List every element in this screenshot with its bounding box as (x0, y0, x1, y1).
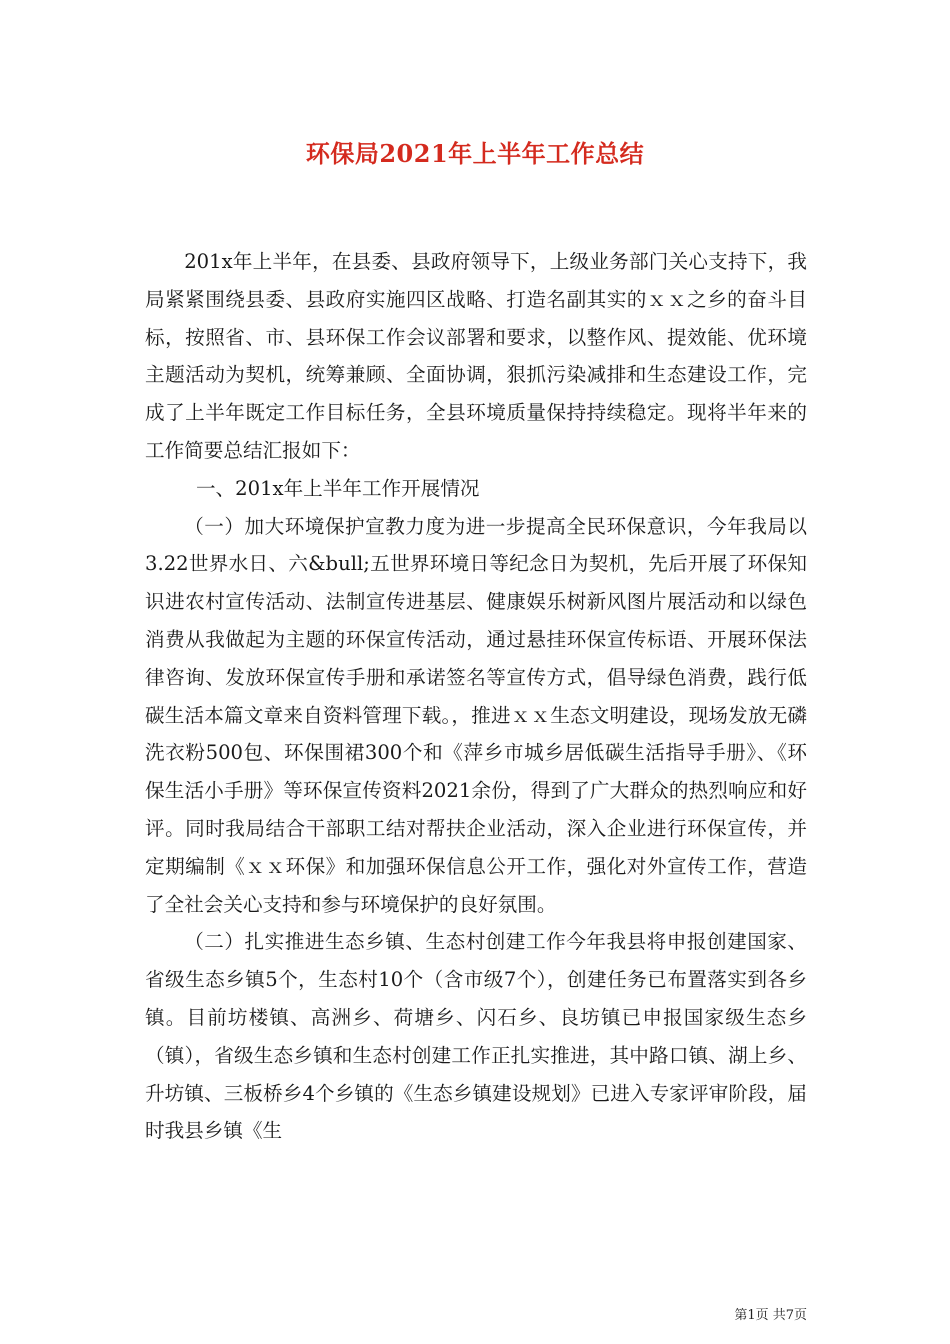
section-heading: 一、201x年上半年工作开展情况 (195, 476, 480, 500)
intro-paragraph: 201x年上半年，在县委、县政府领导下，上级业务部门关心支持下，我局紧紧围绕县委、县政府实施四区战略、打造名副其实的ｘｘ之乡的奋斗目标，按照省、市、县环保工作会议部署和要求，以整作风、提效能、优环境主题活动为契机，统筹兼顾、全面协调，狠抓污染减排和生态建设工作，完成了上半年既定工作目标任务，全县环境质量保持持续稳定。现将半年来的工作简要总结汇报如下： (145, 250, 807, 462)
page-number: 第1页 共7页 (734, 1308, 807, 1323)
document-body (145, 243, 807, 1150)
page-title: 环保局2021年上半年工作总结 (305, 139, 645, 168)
paragraph-eco-towns: （二）扎实推进生态乡镇、生态村创建工作今年我县将申报创建国家、省级生态乡镇5个，生态村10个（含市级7个），创建任务已布置落实到各乡镇。目前坊楼镇、高洲乡、荷塘乡、闪石乡、良坊镇已申报国家级生态乡（镇），省级生态乡镇和生态村创建工作正扎实推进，其中路口镇、湖上乡、升坊镇、三板桥乡4个乡镇的《生态乡镇建设规划》已进入专家评审阶段，届时我县乡镇《生 (145, 930, 807, 1143)
paragraph-publicity: （一）加大环境保护宣教力度为进一步提高全民环保意识，今年我局以3.22世界水日、六&bull;五世界环境日等纪念日为契机，先后开展了环保知识进农村宣传活动、法制宣传进基层、健康娱乐树新风图片展活动和以绿色消费从我做起为主题的环保宣传活动，通过悬挂环保宣传标语、开展环保法律咨询、发放环保宣传手册和承诺签名等宣传方式，倡导绿色消费，践行低碳生活本篇文章来自资料管理下载。，推进ｘｘ生态文明建设，现场发放无磷洗衣粉500包、环保围裙300个和《萍乡市城乡居低碳生活指导手册》、《环保生活小手册》等环保宣传资料2021余份，得到了广大群众的热烈响应和好评。同时我局结合干部职工结对帮扶企业活动，深入企业进行环保宣传，并定期编制《ｘｘ环保》和加强环保信息公开工作，强化对外宣传工作，营造了全社会关心支持和参与环境保护的良好氛围。 (145, 514, 807, 916)
